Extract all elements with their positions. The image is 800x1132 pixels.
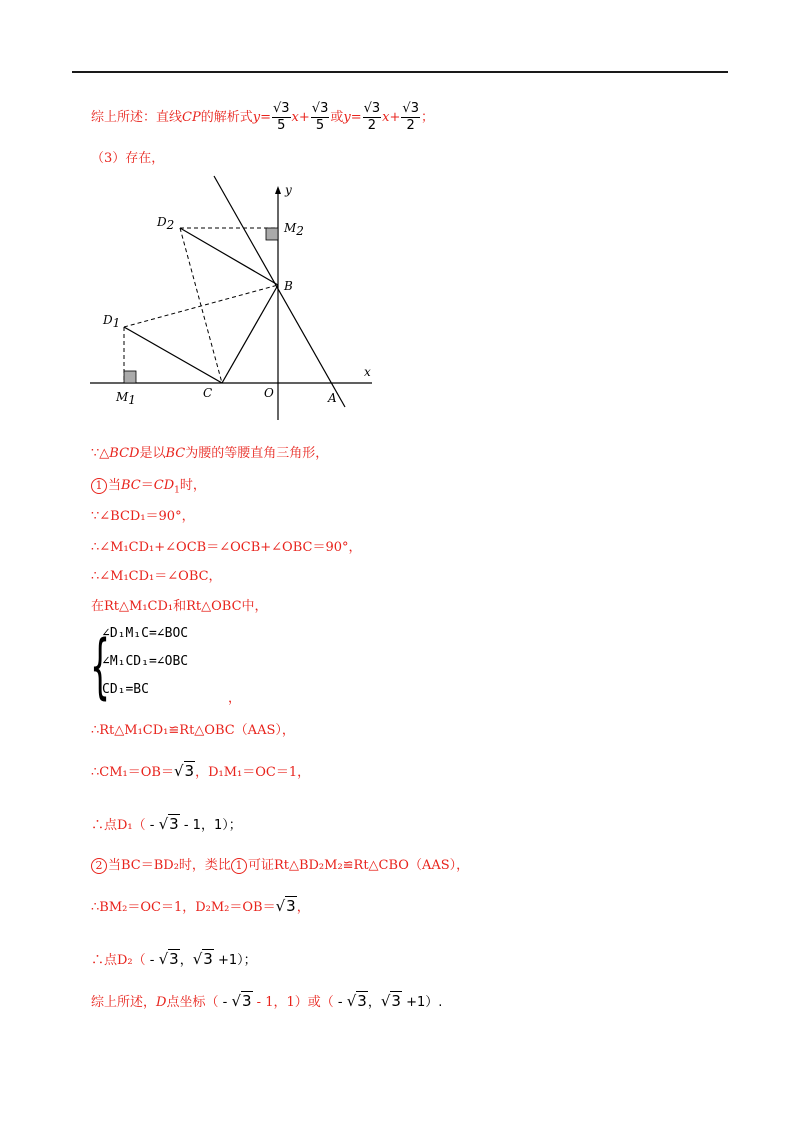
text-span: CD — [153, 478, 175, 493]
text-span: ＝ — [140, 478, 154, 493]
sqrt: √3 — [192, 950, 213, 968]
text-span: - — [333, 995, 347, 1010]
angle-sum — [91, 539, 362, 557]
radicand: 3 — [391, 992, 401, 1010]
label-o: O — [264, 386, 274, 400]
text-span: BC — [121, 478, 141, 493]
label-x: x — [364, 365, 371, 379]
circled-number: 2 — [91, 858, 107, 874]
text-span: BCD — [109, 446, 140, 461]
segment-d2b — [180, 228, 278, 285]
label-text: D — [157, 215, 167, 229]
text-span: 的解析式 — [200, 110, 253, 125]
radicand: 3 — [357, 992, 367, 1010]
point-d1 — [91, 815, 242, 835]
sqrt: √3 — [275, 897, 296, 915]
text-span: ； — [420, 110, 434, 125]
text-span: - — [218, 995, 232, 1010]
header-rule — [72, 71, 728, 73]
conclusion-line-cp — [91, 96, 434, 140]
sqrt: √3 — [231, 992, 252, 1010]
text-span: x+ — [382, 110, 401, 125]
y-arrow — [275, 186, 281, 194]
angle-equal — [91, 568, 222, 586]
text-span: 或 — [330, 110, 344, 125]
text-span: 时， — [179, 478, 206, 493]
isosceles-statement — [91, 445, 328, 463]
text-span: ∴点D₁（ — [91, 818, 146, 833]
text-span: x+ — [291, 110, 310, 125]
fraction-den: 5 — [277, 118, 286, 133]
right-angle-m1 — [124, 371, 136, 383]
system-row: ∠M₁CD₁=∠OBC — [102, 654, 189, 669]
text-span: - — [145, 818, 159, 833]
text-span: ， — [179, 953, 193, 968]
label-text: M — [116, 390, 129, 404]
label-y: y — [285, 183, 292, 197]
text-span: BC — [165, 446, 186, 461]
text-span: ∴点D₂（ — [91, 953, 146, 968]
radicand: 3 — [184, 762, 195, 780]
text-span: 为腰的等腰直角三角形， — [185, 446, 329, 461]
text-span: y= — [252, 110, 271, 125]
text-span: 综上所述：直线 — [91, 110, 183, 125]
text-span: ∵∠BCD₁＝90°， — [91, 509, 195, 524]
text-span: ，D₁M₁＝OC＝1， — [195, 765, 311, 780]
text-span: D — [156, 995, 167, 1010]
text-span: +1）. — [401, 995, 443, 1010]
label-sub: 2 — [166, 218, 175, 232]
label-text: D — [103, 313, 113, 327]
text-span: 当 — [108, 478, 122, 493]
text-span: ∴CM₁＝OB＝ — [91, 765, 174, 780]
fraction-den: 2 — [367, 118, 377, 133]
circled-number: 1 — [91, 478, 107, 494]
triangles-intro — [91, 598, 268, 616]
text-span: - — [145, 953, 159, 968]
text-span: 点坐标（ — [166, 995, 219, 1010]
radicand: 3 — [169, 815, 179, 833]
text-span: ∴∠M₁CD₁+∠OCB＝∠OCB+∠OBC＝90°， — [91, 540, 362, 555]
equation-system — [90, 624, 230, 708]
line-ab — [214, 176, 345, 407]
fraction-den: 5 — [315, 118, 325, 133]
label-d1 — [102, 313, 120, 330]
label-m2 — [283, 221, 304, 238]
lengths-1 — [91, 762, 310, 782]
fraction-num: √3 — [311, 101, 329, 116]
case1-heading: 1 当$BC=CD_1$时， — [91, 477, 206, 500]
label-a: A — [328, 391, 337, 405]
fraction — [311, 102, 330, 133]
label-sub: 1 — [128, 393, 136, 407]
text-span: 当BC＝BD₂时，类比 — [108, 858, 231, 873]
congruence-1 — [91, 722, 295, 740]
fraction-num: √3 — [402, 101, 419, 116]
sqrt: √3 — [380, 992, 401, 1010]
part3-heading — [91, 150, 164, 168]
text-span: ， — [367, 995, 381, 1010]
lengths-2 — [91, 897, 310, 917]
text-span: ， — [228, 691, 242, 706]
case2-heading — [91, 857, 469, 875]
fraction-num: √3 — [272, 101, 290, 116]
label-sub: 1 — [112, 316, 121, 330]
geometry-figure — [86, 172, 386, 422]
label-m1 — [115, 390, 136, 407]
label-c: C — [203, 386, 213, 400]
text-span: 是以 — [139, 446, 166, 461]
label-text: M — [284, 221, 297, 235]
text-span: 在Rt△M₁CD₁和Rt△OBC中， — [91, 599, 268, 614]
text-span: 可证Rt△BD₂M₂≌Rt△CBO（AAS）， — [247, 858, 470, 873]
sqrt: √3 — [158, 815, 179, 833]
sqrt: √3 — [158, 950, 179, 968]
system-row: CD₁=BC — [102, 682, 149, 697]
segment-cd1 — [124, 327, 222, 383]
fraction-den: 2 — [406, 118, 415, 133]
sqrt: √3 — [346, 992, 367, 1010]
label-b: B — [284, 279, 293, 293]
text-span: （3）存在， — [91, 151, 165, 166]
right-angle-m2 — [266, 228, 278, 240]
text-span: - 1，1）或（ — [252, 995, 334, 1010]
text-span: ∴∠M₁CD₁＝∠OBC， — [91, 569, 222, 584]
circled-number: 1 — [231, 858, 247, 874]
text-span: 综上所述， — [91, 995, 157, 1010]
fraction — [272, 102, 291, 133]
sqrt: √3 — [173, 762, 195, 780]
fraction — [401, 102, 420, 133]
radicand: 3 — [169, 950, 179, 968]
text-span: ∵△ — [91, 446, 110, 461]
fraction-num: √3 — [363, 101, 381, 116]
text-span: +1）； — [213, 953, 257, 968]
radicand: 3 — [242, 992, 252, 1010]
system-comma — [228, 690, 241, 708]
label-d2 — [156, 215, 174, 232]
text-span: ∴Rt△M₁CD₁≌Rt△OBC（AAS）， — [91, 723, 295, 738]
fraction — [363, 102, 382, 133]
dashed-d2-c — [180, 228, 222, 383]
text-span: CP — [182, 110, 201, 125]
text-span: y= — [343, 110, 362, 125]
system-row: ∠D₁M₁C=∠BOC — [102, 626, 189, 641]
point-d2 — [91, 950, 257, 970]
label-sub: 2 — [296, 224, 304, 238]
brace-icon: { — [90, 625, 111, 707]
text-span: ， — [296, 900, 310, 915]
radicand: 3 — [203, 950, 213, 968]
radicand: 3 — [286, 897, 296, 915]
text-span: ∴BM₂＝OC＝1，D₂M₂＝OB＝ — [91, 900, 276, 915]
final-conclusion — [91, 992, 442, 1012]
segment-cb — [222, 285, 278, 383]
angle-bcd1 — [91, 508, 195, 526]
text-span: - 1，1）； — [179, 818, 242, 833]
